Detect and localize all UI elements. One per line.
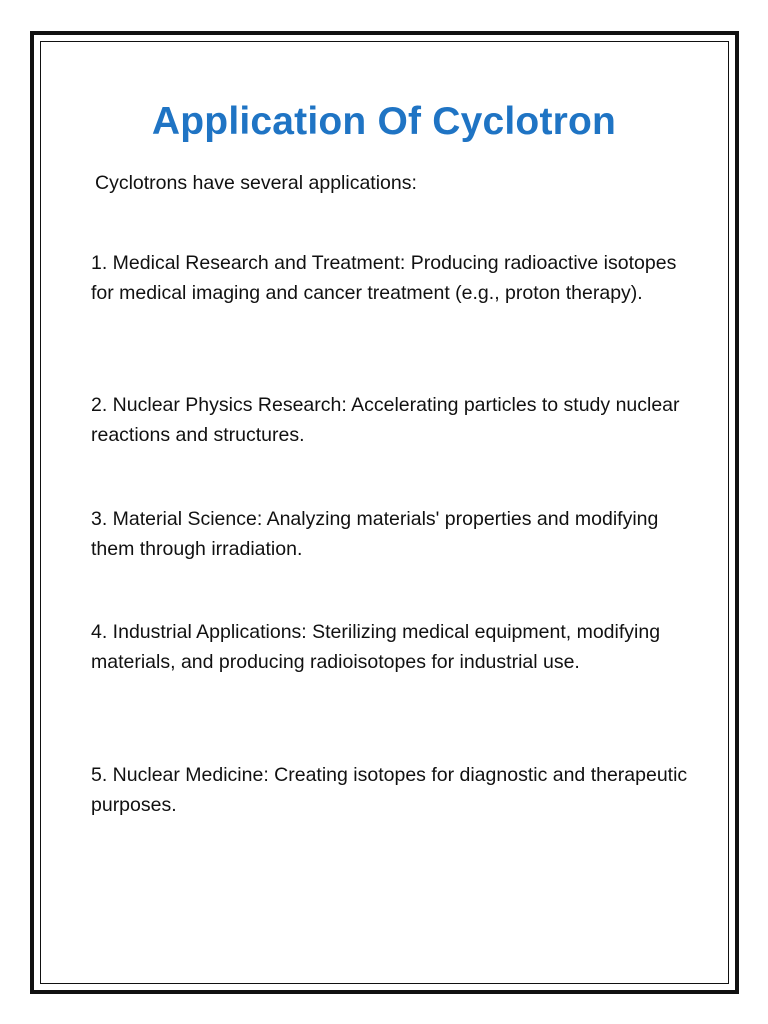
list-item-nuclear-physics: 2. Nuclear Physics Research: Accelerating particles to study nuclear reactions and structures. [91,394,680,446]
list-item-industrial-applications: 4. Industrial Applications: Sterilizing medical equipment, modifying materials, and producing radioisotopes for industrial use. [91,621,661,673]
page-title: Application Of Cyclotron [151,100,617,143]
list-item-material-science: 3. Material Science: Analyzing materials' properties and modifying them through irradiation. [91,508,659,560]
intro-text: Cyclotrons have several applications: [95,172,417,194]
list-item-medical-research: 1. Medical Research and Treatment: Producing radioactive isotopes for medical imaging and cancer treatment (e.g., proton therapy). [91,252,677,304]
list-item-nuclear-medicine: 5. Nuclear Medicine: Creating isotopes for diagnostic and therapeutic purposes. [91,764,688,816]
